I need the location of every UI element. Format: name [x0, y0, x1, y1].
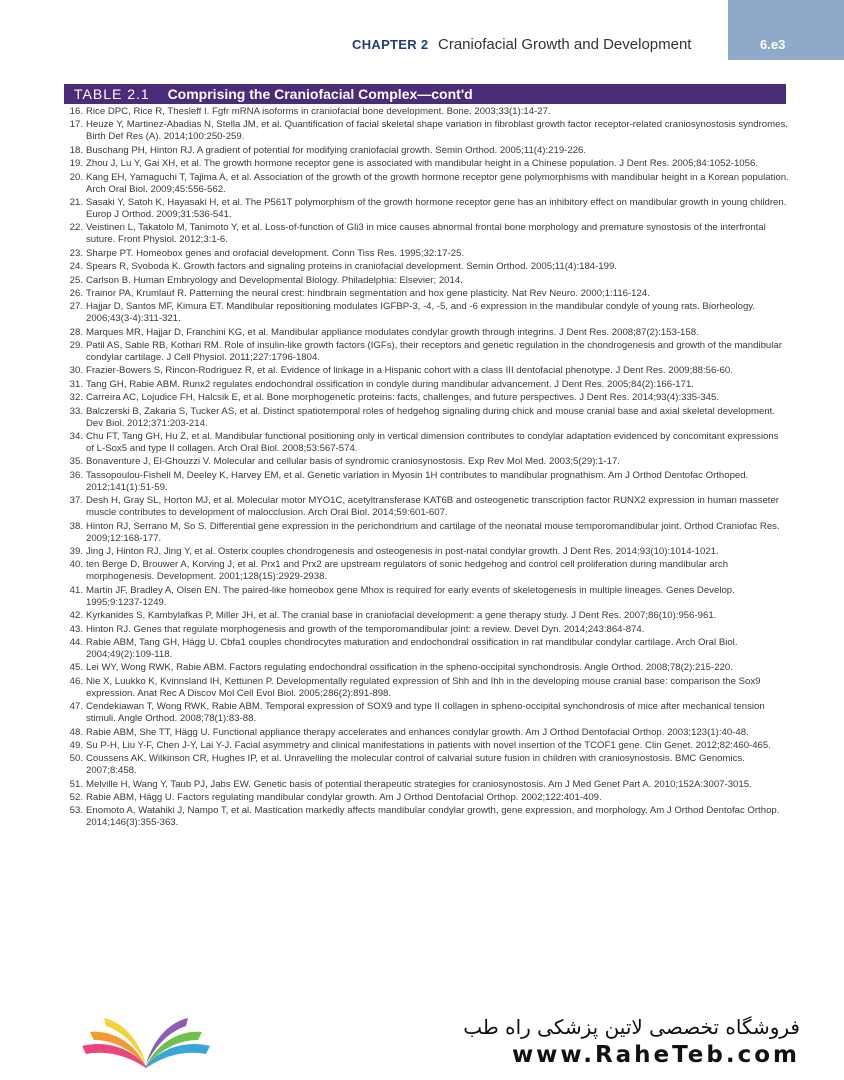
reference-number: 28.	[69, 326, 83, 338]
table-label: TABLE 2.1	[74, 86, 150, 102]
reference-number: 45.	[69, 662, 83, 674]
reference-number: 50.	[69, 753, 83, 765]
reference-text: Rice DPC, Rice R, Thesleff I. Fgfr mRNA isoforms in craniofacial bone development. Bone. 2003;33(1):14-27.	[86, 106, 551, 117]
chapter-title: Craniofacial Growth and Development	[438, 36, 692, 53]
reference-text: ten Berge D, Brouwer A, Korving J, et al. Prx1 and Prx2 are upstream regulators of sonic hedgehog and control cell proliferation during mandibular arch morphogenesis. Development. 2001;128(15):2929-2938.	[86, 559, 729, 583]
reference-number: 23.	[69, 247, 83, 259]
reference-text: Martin JF, Bradley A, Olsen EN. The paired-like homeobox gene Mhox is required for early events of skeletogenesis in multiple lineages. Genes Develop. 1995;9:1237-1249.	[86, 584, 735, 608]
table-title: Comprising the Craniofacial Complex—cont'd	[167, 86, 473, 102]
reference-number: 31.	[69, 378, 83, 390]
reference-number: 38.	[69, 520, 83, 532]
reference-number: 34.	[69, 431, 83, 443]
reference-item	[64, 559, 789, 583]
reference-text: Hinton RJ. Genes that regulate morphogenesis and growth of the temporomandibular joint: a review. Devel Dyn. 2014;243:864-874.	[86, 623, 645, 635]
reference-item	[64, 365, 789, 377]
reference-text: Melville H, Wang Y, Taub PJ, Jabs EW. Genetic basis of potential therapeutic strategies for craniosynostosis. Am J Med Genet Part A. 2010;152A:3007-3015.	[86, 778, 752, 790]
reference-text: Chu FT, Tang GH, Hu Z, et al. Mandibular functional positioning only in vertical dimension contributes to condylar adaptation evidenced by concomitant expressions of L-Sox5 and type II collagen. Arch Oral Biol. 2008;53:567-574.	[86, 431, 779, 455]
reference-text: Tang GH, Rabie ABM. Runx2 regulates endochondral ossification in condyle during mandibular advancement. J Dent Res. 2005;84(2):166-171.	[86, 378, 694, 390]
reference-text: Lei WY, Wong RWK, Rabie ABM. Factors regulating endochondral ossification in the spheno-occipital synchondrosis. Angle Orthod. 2008;78(2):215-220.	[86, 662, 733, 674]
page-number-tab	[728, 0, 844, 60]
reference-item	[64, 340, 789, 364]
reference-text: Heuze Y, Martinez-Abadias N, Stella JM, et al. Quantification of facial skeletal shape variation in fibroblast growth factor receptor-related craniosynostosis syndromes. Birth Def Res (A). 2014;100:250-259.	[86, 119, 788, 143]
reference-item	[64, 392, 789, 404]
reference-text: Carreira AC, Lojudice FH, Halcsik E, et al. Bone morphogenetic proteins: facts, challenges, and future perspectives. J Dent Res. 2014;93(4):335-345.	[86, 392, 719, 404]
reference-text: Rabie ABM, Hägg U. Factors regulating mandibular condylar growth. Am J Orthod Dentofacial Orthop. 2002;122:401-409.	[86, 792, 602, 804]
reference-number: 43.	[69, 623, 83, 635]
reference-number: 53.	[69, 805, 83, 817]
reference-number: 37.	[69, 495, 83, 507]
reference-number: 18.	[69, 144, 83, 156]
reference-item	[64, 624, 789, 636]
reference-item	[64, 521, 789, 545]
reference-number: 35.	[69, 456, 83, 468]
reference-item	[64, 248, 789, 260]
reference-item	[64, 158, 789, 170]
reference-item	[64, 288, 789, 300]
reference-text: Bonaventure J, El-Ghouzzi V. Molecular and cellular basis of syndromic craniosynostosis. Exp Rev Mol Med. 2003;5(29):1-17.	[86, 456, 620, 468]
reference-item	[64, 275, 789, 287]
reference-text: Desh H, Gray SL, Horton MJ, et al. Molecular motor MYO1C, acetyltransferase KAT6B and osteogenetic transcription factor RUNX2 expression in human masseter muscle contributes to development of malocclusion. Arch Oral Biol. 2014;59:601-607.	[86, 495, 779, 519]
reference-text: Sasaki Y, Satoh K, Hayasaki H, et al. The P561T polymorphism of the growth hormone receptor gene has an inhibitory effect on mandibular growth in young children. Europ J Orthod. 2009;31:536-541.	[86, 196, 787, 220]
reference-number: 47.	[69, 701, 83, 713]
reference-text: Hinton RJ, Serrano M, So S. Differential gene expression in the perichondrium and cartilage of the neonatal mouse temporomandibular joint. Orthod Craniofac Res. 2009;12:168-177.	[86, 520, 780, 544]
reference-text: Nie X, Luukko K, Kvinnsland IH, Kettunen P. Developmentally regulated expression of Shh and Ihh in the developing mouse cranial base: comparison the Sox9 expression. Anat Rec A Discov Mol Cell Evol Biol. 2005;286(2):891-898.	[86, 675, 761, 699]
reference-item	[64, 805, 789, 829]
reference-text: Kyrkanides S, Kambylafkas P, Miller JH, et al. The cranial base in craniofacial development: a gene therapy study. J Dent Res. 2007;86(10):956-961.	[86, 610, 717, 622]
reference-number: 32.	[69, 392, 83, 404]
reference-number: 36.	[69, 469, 83, 481]
reference-number: 40.	[69, 559, 83, 571]
reference-text: Patil AS, Sable RB, Kothari RM. Role of insulin-like growth factors (IGFs), their receptors and genetic regulation in the chondrogenesis and growth of the mandibular condylar cartilage. J Cell Physiol. 2011;227:1796-1804.	[86, 340, 782, 364]
table-title-bar	[64, 84, 786, 104]
reference-text: Coussens AK, Wilkinson CR, Hughes IP, et al. Unravelling the molecular control of calvarial suture fusion in children with craniosynostosis. BMC Genomics. 2007;8:458.	[86, 753, 745, 777]
reference-number: 49.	[69, 739, 83, 751]
reference-list	[64, 106, 789, 992]
book-logo-icon	[76, 1008, 216, 1072]
reference-text: Rabie ABM, She TT, Hägg U. Functional appliance therapy accelerates and enhances condylar growth. Am J Orthod Dentofacial Orthop. 2003;123(1):40-48.	[86, 726, 749, 738]
reference-number: 41.	[69, 584, 83, 596]
reference-item	[64, 637, 789, 661]
reference-item	[64, 456, 789, 468]
reference-text: Trainor PA, Krumlauf R. Patterning the neural crest: hindbrain segmentation and hox gene plasticity. Nat Rev Neuro. 2000;1:116-124.	[86, 287, 650, 299]
reference-text: Jing J, Hinton RJ, Jing Y, et al. Osterix couples chondrogenesis and osteogenesis in post-natal condylar growth. J Dent Res. 2014;93(10):1014-1021.	[86, 545, 719, 557]
reference-text: Marques MR, Hajjar D, Franchini KG, et al. Mandibular appliance modulates condylar growth through integrins. J Dent Res. 2008;87(2):153-158.	[86, 326, 699, 338]
reference-number: 24.	[69, 261, 83, 273]
reference-number: 25.	[69, 274, 83, 286]
reference-item	[64, 431, 789, 455]
reference-item	[64, 585, 789, 609]
watermark-url: www.RaheTeb.com	[511, 1042, 800, 1068]
reference-item	[64, 106, 789, 118]
reference-text: Enomoto A, Watahiki J, Nampo T, et al. Mastication markedly affects mandibular condylar growth, gene expression, and morphology. Am J Orthod Dentofac Orthop. 2014;146(3):355-363.	[86, 805, 780, 829]
reference-number: 48.	[69, 726, 83, 738]
reference-item	[64, 470, 789, 494]
reference-number: 52.	[69, 792, 83, 804]
reference-number: 22.	[69, 222, 83, 234]
reference-number: 51.	[69, 778, 83, 790]
reference-item	[64, 222, 789, 246]
reference-number: 44.	[69, 636, 83, 648]
page-number: 6.e3	[760, 37, 786, 52]
reference-item	[64, 740, 789, 752]
reference-item	[64, 610, 789, 622]
reference-item	[64, 792, 789, 804]
reference-number: 46.	[69, 675, 83, 687]
reference-item	[64, 145, 789, 157]
reference-number: 19.	[69, 158, 83, 170]
reference-number: 20.	[69, 171, 83, 183]
reference-text: Kang EH, Yamaguchi T, Tajima A, et al. Association of the growth of the growth hormone receptor gene polymorphisms with mandibular height in a Korean population. Arch Oral Biol. 2009;45:556-562.	[86, 171, 789, 195]
reference-text: Cendekiawan T, Wong RWK, Rabie ABM. Temporal expression of SOX9 and type II collagen in spheno-occipital synchondrosis of mice after mechanical tension stimuli. Angle Orthod. 2008;78(1):83-88.	[86, 701, 765, 725]
reference-item	[64, 261, 789, 273]
reference-item	[64, 197, 789, 221]
reference-number: 42.	[69, 610, 83, 622]
reference-text: Zhou J, Lu Y, Gai XH, et al. The growth hormone receptor gene is associated with mandibular height in a Chinese population. J Dent Res. 2005;84:1052-1056.	[86, 158, 758, 170]
reference-item	[64, 172, 789, 196]
reference-number: 26.	[69, 287, 83, 299]
reference-item	[64, 327, 789, 339]
reference-number: 29.	[69, 340, 83, 352]
watermark-persian: فروشگاه تخصصی لاتین پزشکی راه طب	[463, 1015, 800, 1039]
bottom-fade	[0, 975, 844, 1000]
reference-text: Sharpe PT. Homeobox genes and orofacial development. Conn Tiss Res. 1995;32:17-25.	[86, 247, 465, 259]
chapter-label: CHAPTER 2	[352, 37, 429, 52]
reference-text: Frazier-Bowers S, Rincon-Rodriguez R, et al. Evidence of linkage in a Hispanic cohort with a class III dentofacial phenotype. J Dent Res. 2009;88:56-60.	[86, 365, 733, 377]
reference-item	[64, 495, 789, 519]
reference-text: Tassopoulou-Fishell M, Deeley K, Harvey EM, et al. Genetic variation in Myosin 1H contributes to mandibular prognathism. Am J Orthod Dentofac Orthoped. 2012;141(1):51-59.	[86, 469, 749, 493]
reference-text: Spears R, Svoboda K. Growth factors and signaling proteins in craniofacial development. Semin Orthod. 2005;11(4):184-199.	[86, 261, 617, 273]
reference-item	[64, 727, 789, 739]
reference-item	[64, 753, 789, 777]
reference-number: 17.	[69, 119, 83, 131]
reference-item	[64, 119, 789, 143]
reference-number: 21.	[69, 196, 83, 208]
reference-item	[64, 406, 789, 430]
running-head	[352, 36, 691, 53]
reference-text: Hajjar D, Santos MF, Kimura ET. Mandibular repositioning modulates IGFBP-3, -4, -5, and -6 expression in the mandibular condyle of young rats. Biorheology. 2006;43(3-4):311-321.	[86, 301, 756, 325]
reference-text: Veistinen L, Takatolo M, Tanimoto Y, et al. Loss-of-function of Gli3 in mice causes abnormal frontal bone morphology and premature synostosis of the interfrontal suture. Front Physiol. 2012;3:1-6.	[86, 222, 766, 246]
page-header	[0, 0, 844, 60]
reference-number: 27.	[69, 301, 83, 313]
reference-number: 39.	[69, 545, 83, 557]
reference-item	[64, 779, 789, 791]
reference-number: 16.	[69, 106, 83, 117]
reference-item	[64, 301, 789, 325]
reference-item	[64, 701, 789, 725]
reference-item	[64, 379, 789, 391]
reference-text: Buschang PH, Hinton RJ. A gradient of potential for modifying craniofacial growth. Semin Orthod. 2005;11(4):219-226.	[86, 144, 587, 156]
reference-item	[64, 662, 789, 674]
reference-item	[64, 676, 789, 700]
reference-text: Balczerski B, Zakaria S, Tucker AS, et al. Distinct spatiotemporal roles of hedgehog signaling during chick and mouse cranial base and axial skeletal development. Dev Biol. 2012;371:203-214.	[86, 405, 775, 429]
reference-number: 33.	[69, 405, 83, 417]
reference-text: Rabie ABM, Tang GH, Hägg U. Cbfa1 couples chondrocytes maturation and endochondral ossification in rat mandibular condylar cartilage. Arch Oral Biol. 2004;49(2):109-118.	[86, 636, 738, 660]
reference-number: 30.	[69, 365, 83, 377]
reference-item	[64, 546, 789, 558]
reference-text: Su P-H, Liu Y-F, Chen J-Y, Lai Y-J. Facial asymmetry and clinical manifestations in patients with novel insertion of the TCOF1 gene. Clin Genet. 2012;82:460-465.	[86, 739, 771, 751]
reference-text: Carlson B. Human Embryology and Developmental Biology. Philadelphia: Elsevier; 2014.	[86, 274, 463, 286]
